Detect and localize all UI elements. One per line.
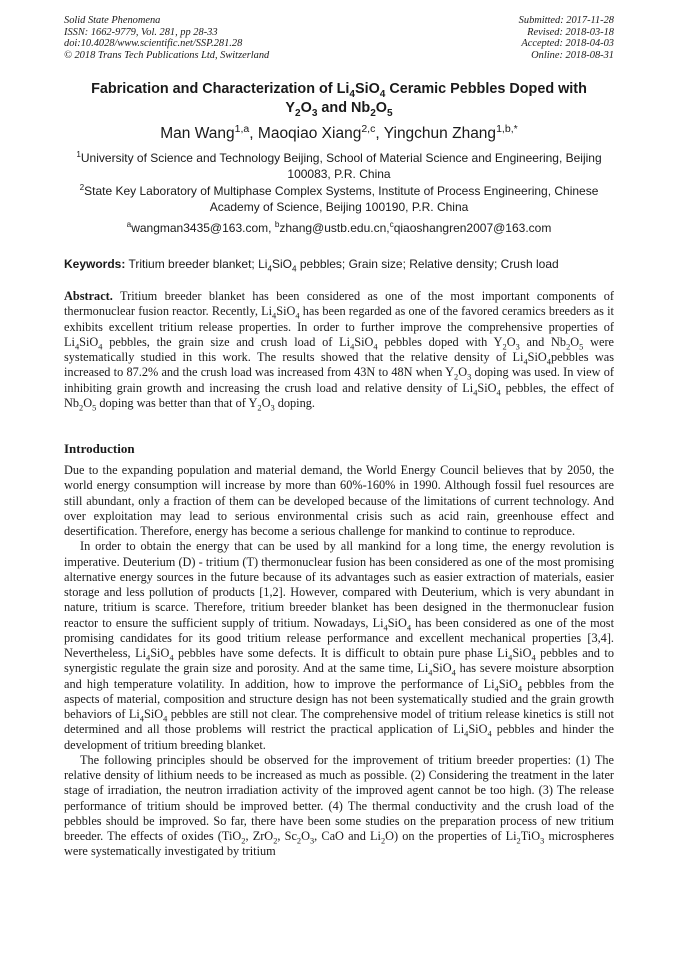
author-list: Man Wang$^{1,a}$, Maoqiao Xiang$^{2,c}$, Yingchun Zhang$^{1,b,*}$ <box>160 122 518 142</box>
journal-header-right <box>519 15 614 61</box>
paragraph: The following principles should be observed for the improvement of tritium breeder properties: (1) The relative density of lithium needs to be increased as much as possible. (2) Considering the treatment in the later stage of irradiation, the neutron irradiation activity of the improved agent cannot be too high. (3) The release performance of tritium should be improved better. (4) The thermal conductivity and the crush load of the pebbles should be improved. So far, there have been some studies on the preparation process of new tritium breeder. The effects of oxides (TiO$_2$, ZrO$_2$, $Sc_2O_3$, CaO and $Li_2O$) on the properties of $Li_2TiO_3$ microspheres were systematically investigated by tritium <box>64 752 615 859</box>
doi: doi:10.4028/www.scientific.net/SSP.281.28 <box>64 38 243 50</box>
affiliation-2: $^2$State Key Laboratory of Multiphase Complex Systems, Institute of Process Engineering, Chinese Academy of Science, Beijing 100190, P.R. China <box>79 183 599 214</box>
author-emails: $^a$wangman3435@163.com, $^b$zhang@ustb.edu.cn,$^c$qiaoshangren2007@163.com <box>126 220 552 235</box>
affiliation-1: $^1$University of Science and Technology Beijing, School of Material Science and Engineering, Beijing 100083, P.R. China <box>76 150 602 181</box>
abstract-label: Abstract. <box>64 289 113 303</box>
submitted-date: Submitted: 2017-11-28 <box>518 15 614 26</box>
keywords: Keywords: Tritium breeder blanket; $Li_4SiO_4$ pebbles; Grain size; Relative density; Crush load <box>64 257 559 274</box>
copyright: © 2018 Trans Tech Publications Ltd, Switzerland <box>64 49 270 61</box>
accepted-date: Accepted: 2018-04-03 <box>521 38 614 50</box>
author-name: Yingchun Zhang <box>383 125 497 142</box>
abstract: Abstract. Tritium breeder blanket has been considered as one of the most important components of thermonuclear fusion reactor. Recently, $Li_4SiO_4$ has been regarded as one of the favored ceramics breeders as it exhibits excellent tritium release properties. In order to further improve the comprehensive properties of $Li_4SiO_4$ pebbles, the grain size and crush load of $Li_4SiO_4$ pebbles doped with $Y_2O_3$ and $Nb_2O_5$ were systematically studied in this work. The results showed that the relative density of $Li_4SiO_4pebbles$ was increased to 87.2% and the crush load was increased from 43N to 48N when $Y_2O_3$ doping was used. In view of inhibiting grain growth and increasing the crush load and relative density of $Li_4SiO_4$ pebbles, the effect of $Nb_2O_5$ doping was better than that of $Y_2O_3$ doping. <box>64 289 615 413</box>
section-heading-introduction: Introduction <box>64 441 135 456</box>
paper-title: Fabrication and Characterization of $Li_4SiO_4$ Ceramic Pebbles Doped with $Y_2O_3$ and $Nb_2O_5$ <box>91 81 587 119</box>
journal-name: Solid State Phenomena <box>64 15 161 26</box>
paragraph: In order to obtain the energy that can be used by all mankind for a long time, the energy revolution is imperative. Deuterium (D) - tritium (T) thermonuclear fusion has been considered as one of the most promising alternative energy sources in the future because of its advantages such as easier extraction of materials, easier storage and less pollution of products [1,2]. However, compared with Deuterium, which is very abundant in nature, tritium is scarce. Therefore, tritium breeder blanket has been designed in the thermonuclear fusion reactor to ensure the sufficient supply of tritium. Nowadays, $Li_4SiO_4$ has been considered as one of the most promising candidates for its good tritium release performance and excellent mechanical properties [3,4]. Nevertheless, $Li_4SiO_4$ pebbles have some defects. It is difficult to obtain pure phase $Li_4SiO_4$ pebbles and to synergistic regulate the grain size and porosity. And at the same time, $Li_4SiO_4$ has severe moisture absorption and high temperature volatility. In addition, how to improve the performance of $Li_4SiO_4$ pebbles from the aspects of material, composition and structure design has not been systematically studied and the grain growth behaviors of $Li_4SiO_4$ pebbles are still not clear. The comprehensive model of tritium release kinetics is still not determined and all those problems will restrict the practical application of $Li_4SiO_4$ pebbles and hinder the development of tritium breeding blanket. <box>64 539 614 752</box>
revised-date: Revised: 2018-03-18 <box>527 26 614 38</box>
issn: ISSN: 1662-9779, Vol. 281, pp 28-33 <box>64 26 218 38</box>
introduction-body <box>64 463 614 860</box>
journal-header-left <box>64 15 269 61</box>
paragraph: Due to the expanding population and material demand, the World Energy Council believes that by 2050, the world energy consumption will increase by more than 60%-160% in 1990. Although fossil fuel resources are still abundant, only a fraction of them can be developed because of the limitations of current technology. And over exploitation may lead to serious environmental crisis such as acid rain, greenhouse effect and desertification. Therefore, energy has become a serious challenge for mankind to continue to reproduce. <box>64 463 614 538</box>
author-name: Maoqiao Xiang <box>257 125 362 142</box>
keywords-label: Keywords: <box>64 257 126 271</box>
online-date: Online: 2018-08-31 <box>531 49 614 61</box>
author-name: Man Wang <box>160 125 235 142</box>
